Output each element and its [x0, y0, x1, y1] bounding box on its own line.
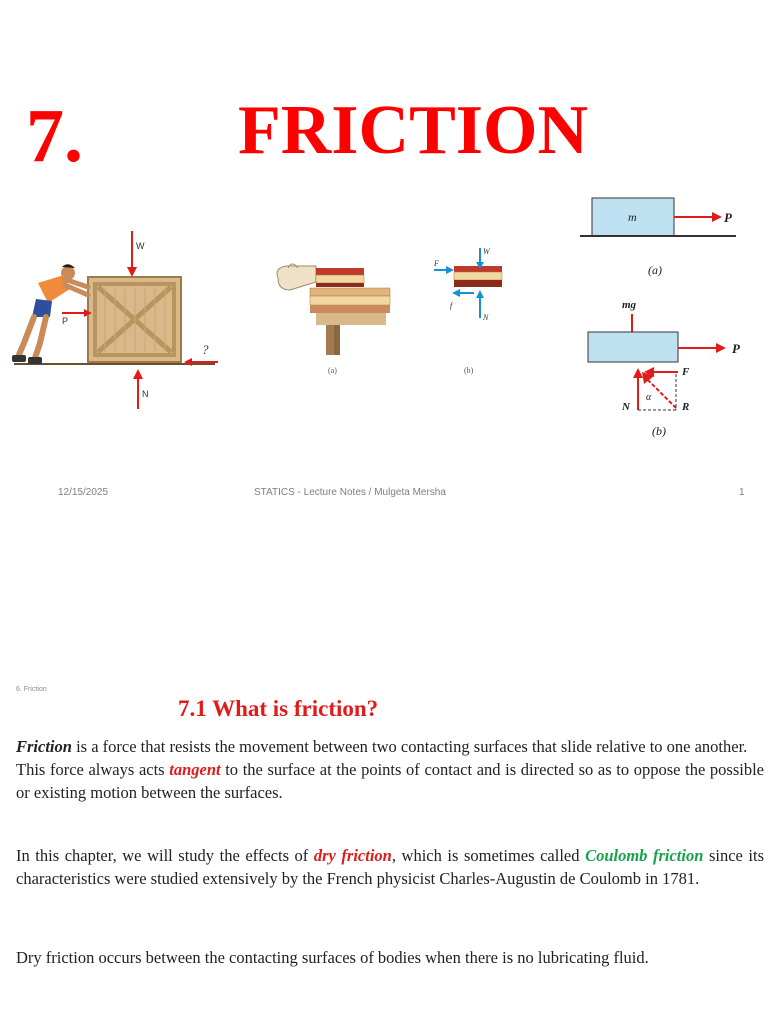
section-title: 7.1 What is friction? [178, 696, 379, 721]
paragraph-dry-friction [16, 844, 764, 890]
footer-date: 12/15/2025 [58, 487, 109, 498]
fbd-f-label: f [450, 301, 453, 310]
fbd-W-label: W [483, 247, 490, 256]
footer-center: STATICS - Lecture Notes / Mulgeta Mersha [254, 487, 446, 498]
fbd-F-label: F [434, 259, 439, 268]
fbd-N-label: N [483, 313, 489, 322]
block-diagram-figure [578, 192, 758, 442]
alpha-label: α [646, 392, 652, 403]
weight-label: W [136, 241, 145, 251]
Nr-label: N [622, 401, 630, 413]
sub-b-label: (b) [652, 424, 666, 438]
paragraph-definition [16, 735, 764, 804]
term-dry-friction: dry friction [313, 846, 392, 865]
Fr-label: F [682, 366, 690, 378]
p2-text-a: This force always acts [16, 760, 170, 779]
fig-a-label: (a) [328, 366, 337, 375]
term-coulomb-friction: Coulomb friction [585, 846, 704, 865]
normal-label: N [142, 389, 149, 399]
unknown-label: ? [202, 342, 209, 357]
P-label-a: P [724, 210, 732, 225]
mg-label: mg [622, 299, 637, 311]
R-label: R [682, 401, 690, 413]
crate-push-figure [10, 225, 225, 415]
chapter-number: 7. [26, 94, 83, 178]
mass-label: m [628, 210, 637, 224]
fig-b-label: (b) [464, 366, 474, 375]
book-fbd-figure [428, 240, 513, 380]
sub-a-label: (a) [648, 263, 662, 277]
paragraph-lubrication: Dry friction occurs between the contacting surfaces of bodies when there is no lubricating fluid. [16, 948, 649, 967]
chapter-title: FRICTION [238, 92, 589, 169]
p2-text-b: to the surface at the points of contact and is directed so as to oppose the possible or existing motion between the surfaces. [16, 760, 764, 802]
term-friction: Friction [16, 737, 72, 756]
p3-text-a: In this chapter, we will study the effects of [16, 846, 314, 865]
p3-text-b: , which is sometimes called [391, 846, 586, 865]
push-label: P [62, 316, 69, 326]
slide-label: 6. Friction [16, 686, 47, 693]
footer-page: 1 [739, 487, 745, 498]
block-b [588, 332, 678, 362]
person [12, 264, 88, 364]
p3-text-c: since its characteristics were studied extensively by the French physicist Charles-Augustin de Coulomb in 1781. [16, 846, 764, 888]
term-tangent: tangent [169, 760, 221, 779]
book-stack-figure [268, 238, 403, 378]
p1-text: is a force that resists the movement between two contacting surfaces that slide relative to one another. [71, 737, 748, 756]
P-label-b: P [732, 341, 740, 356]
